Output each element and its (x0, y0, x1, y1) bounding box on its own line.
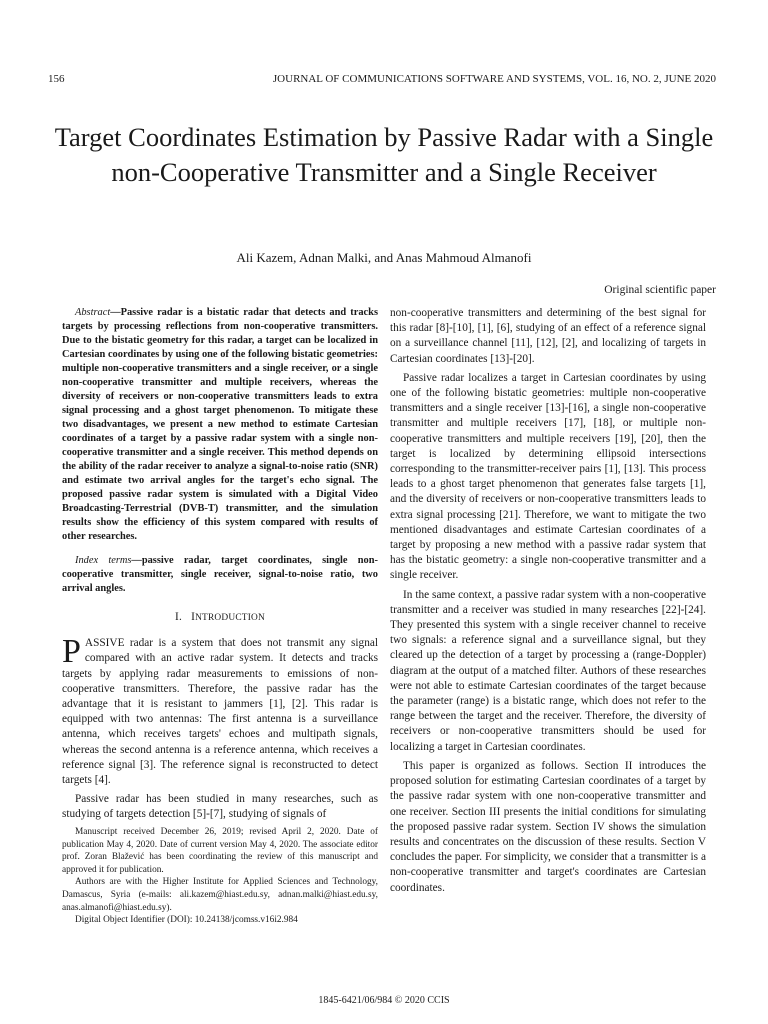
section-heading-introduction (62, 610, 378, 626)
author-list: Ali Kazem, Adnan Malki, and Anas Mahmoud Almanofi (236, 250, 532, 265)
footnotes (62, 826, 378, 927)
intro-paragraph-2: Passive radar has been studied in many researches, such as studying of targets detection [5]-[7], studying of signals of (62, 793, 378, 821)
abstract (62, 306, 378, 544)
footnote-doi: Digital Object Identifier (DOI): 10.24138/jcomss.v16i2.984 (75, 915, 298, 926)
intro-paragraph-1-text: ASSIVE radar is a system that does not transmit any signal compared with an active radar system. It detects and tracks targets by applying radar measurements to emissions of non-cooperative transmitters. Therefore, the passive radar has the advantage that it is resistant to jammers [1], [2]. This radar is equipped with two antennas: The first antenna is a surveillance antenna, which receives targets' echoes and multipath signals, whereas the second antenna is a reference antenna, which receives a reference signal [3]. The reference signal is reconstructed to detect targets [4]. (62, 637, 378, 787)
intro-paragraph-1 (62, 633, 378, 788)
right-paragraph-2: Passive radar localizes a target in Cartesian coordinates by using one of the following bistatic geometries: multiple non-cooperative transmitters and a single receiver [13]-[16], a single non-cooperative transmitter and multiple receivers [17], [18], or multiple non-cooperative transmitters and multiple receivers [19], [20], then the target is localized by determining ellipsoid intersections corresponding to the transmitter-receiver pairs [1], [13]. This process leads to a ghost target phenomenon that generates false targets [1], and the diversity of receivers or non-cooperative transmitters leads to extra signal processing [21]. Therefore, we want to mitigate the two mentioned disadvantages and estimate Cartesian coordinates of a target by proposing a new method with a passive radar system that has the bistatic geometry: a single non-cooperative transmitter and a single receiver. (390, 371, 706, 582)
page-number: 156 (48, 73, 65, 85)
right-paragraph-3: In the same context, a passive radar system with a non-cooperative transmitter and a receiver was studied in many researches [22]-[24]. They presented this system with a single receiver channel to receive two signals: a reference signal and a surveillance signal, but they cleared up the detection of a target by processing a (range-Doppler) diagram at the output of a matched filter. Authors of these researches were not able to estimate Cartesian coordinates of the target because the parameter (range) is a bistatic range, which does not refer to the range between the target and the receiver. Therefore, the diversity of receivers or non-cooperative transmitters should be used for localizing a target in Cartesian coordinates. (390, 588, 706, 753)
footnote-manuscript: Manuscript received December 26, 2019; revised April 2, 2020. Date of publication May 4, 2020. Date of current version May 4, 2020. The associate editor prof. Zoran Blažević has been coordinating the review of this manuscript and approved it for publication. (62, 827, 378, 875)
right-column (390, 306, 706, 896)
abstract-text: —Passive radar is a bistatic radar that detects and tracks targets by processing reflections from non-cooperative transmitters. Due to the bistatic geometry for this radar, a target can be localized in Cartesian coordinates by using one of the following bistatic geometries: multiple non-cooperative transmitters and a single receiver, or a single non-cooperative transmitter and multiple receivers, whereas the diversity of receivers or non-cooperative transmitters leads to extra signal processing and a ghost target phenomenon. To mitigate these two disadvantages, we present a new method to estimate Cartesian coordinates of a target by a passive radar system with a single non-cooperative transmitter and a single receiver. This method depends on the ability of the radar receiver to analyze a signal-to-noise ratio (SNR) and estimate two arrival angles for the target's echo signal. The proposed passive radar system is simulated with a Digital Video Broadcasting-Terrestrial (DVB-T) transmitter, and the simulation results show the efficiency of this system compared with results of other researches. (62, 307, 378, 542)
index-terms (62, 554, 378, 596)
right-paragraph-4: This paper is organized as follows. Section II introduces the proposed solution for estimating Cartesian coordinates of a target by the passive radar system with one non-cooperative transmitter and one receiver. Section III presents the initial conditions for simulating the proposed passive radar system. Section IV shows the simulation results and concentrates on the discussion of these results. Section V concludes the paper. For simplicity, we consider that a transmitter is a non-cooperative transmitter and target's coordinates are Cartesian coordinates. (390, 759, 706, 894)
index-terms-text: —passive radar, target coordinates, single non-cooperative transmitter, single receiver, signal-to-noise ratio, two arrival angles. (62, 555, 378, 594)
footnote-affiliations: Authors are with the Higher Institute for Applied Sciences and Technology, Damascus, Syria (e-mails: ali.kazem@hiast.edu.sy, adnan.malki@hiast.edu.sy, anas.almanofi@hiast.edu.sy). (62, 877, 378, 913)
drop-cap: P (62, 633, 81, 671)
paper-title: Target Coordinates Estimation by Passive Radar with a Single non-Cooperative Transmitter and a Single Receiver (54, 122, 714, 187)
section-heading-initial: I (191, 611, 196, 623)
abstract-label: Abstract (75, 307, 111, 318)
copyright-footer: 1845-6421/06/984 © 2020 CCIS (318, 995, 450, 1006)
left-column (62, 306, 378, 823)
index-terms-label: Index terms (75, 555, 132, 566)
paper-type-label: Original scientific paper (604, 284, 716, 296)
section-numeral: I. (175, 611, 183, 623)
journal-header: JOURNAL OF COMMUNICATIONS SOFTWARE AND SYSTEMS, VOL. 16, NO. 2, JUNE 2020 (272, 73, 716, 85)
section-heading-rest: NTRODUCTION (195, 613, 265, 623)
right-paragraph-1: non-cooperative transmitters and determining of the best signal for this radar [8]-[10], [1], [6], studying of an effect of a reference signal on a surveillance channel [11], [12], [2], and localizing of targets in Cartesian coordinates [13]-[20]. (390, 307, 706, 365)
